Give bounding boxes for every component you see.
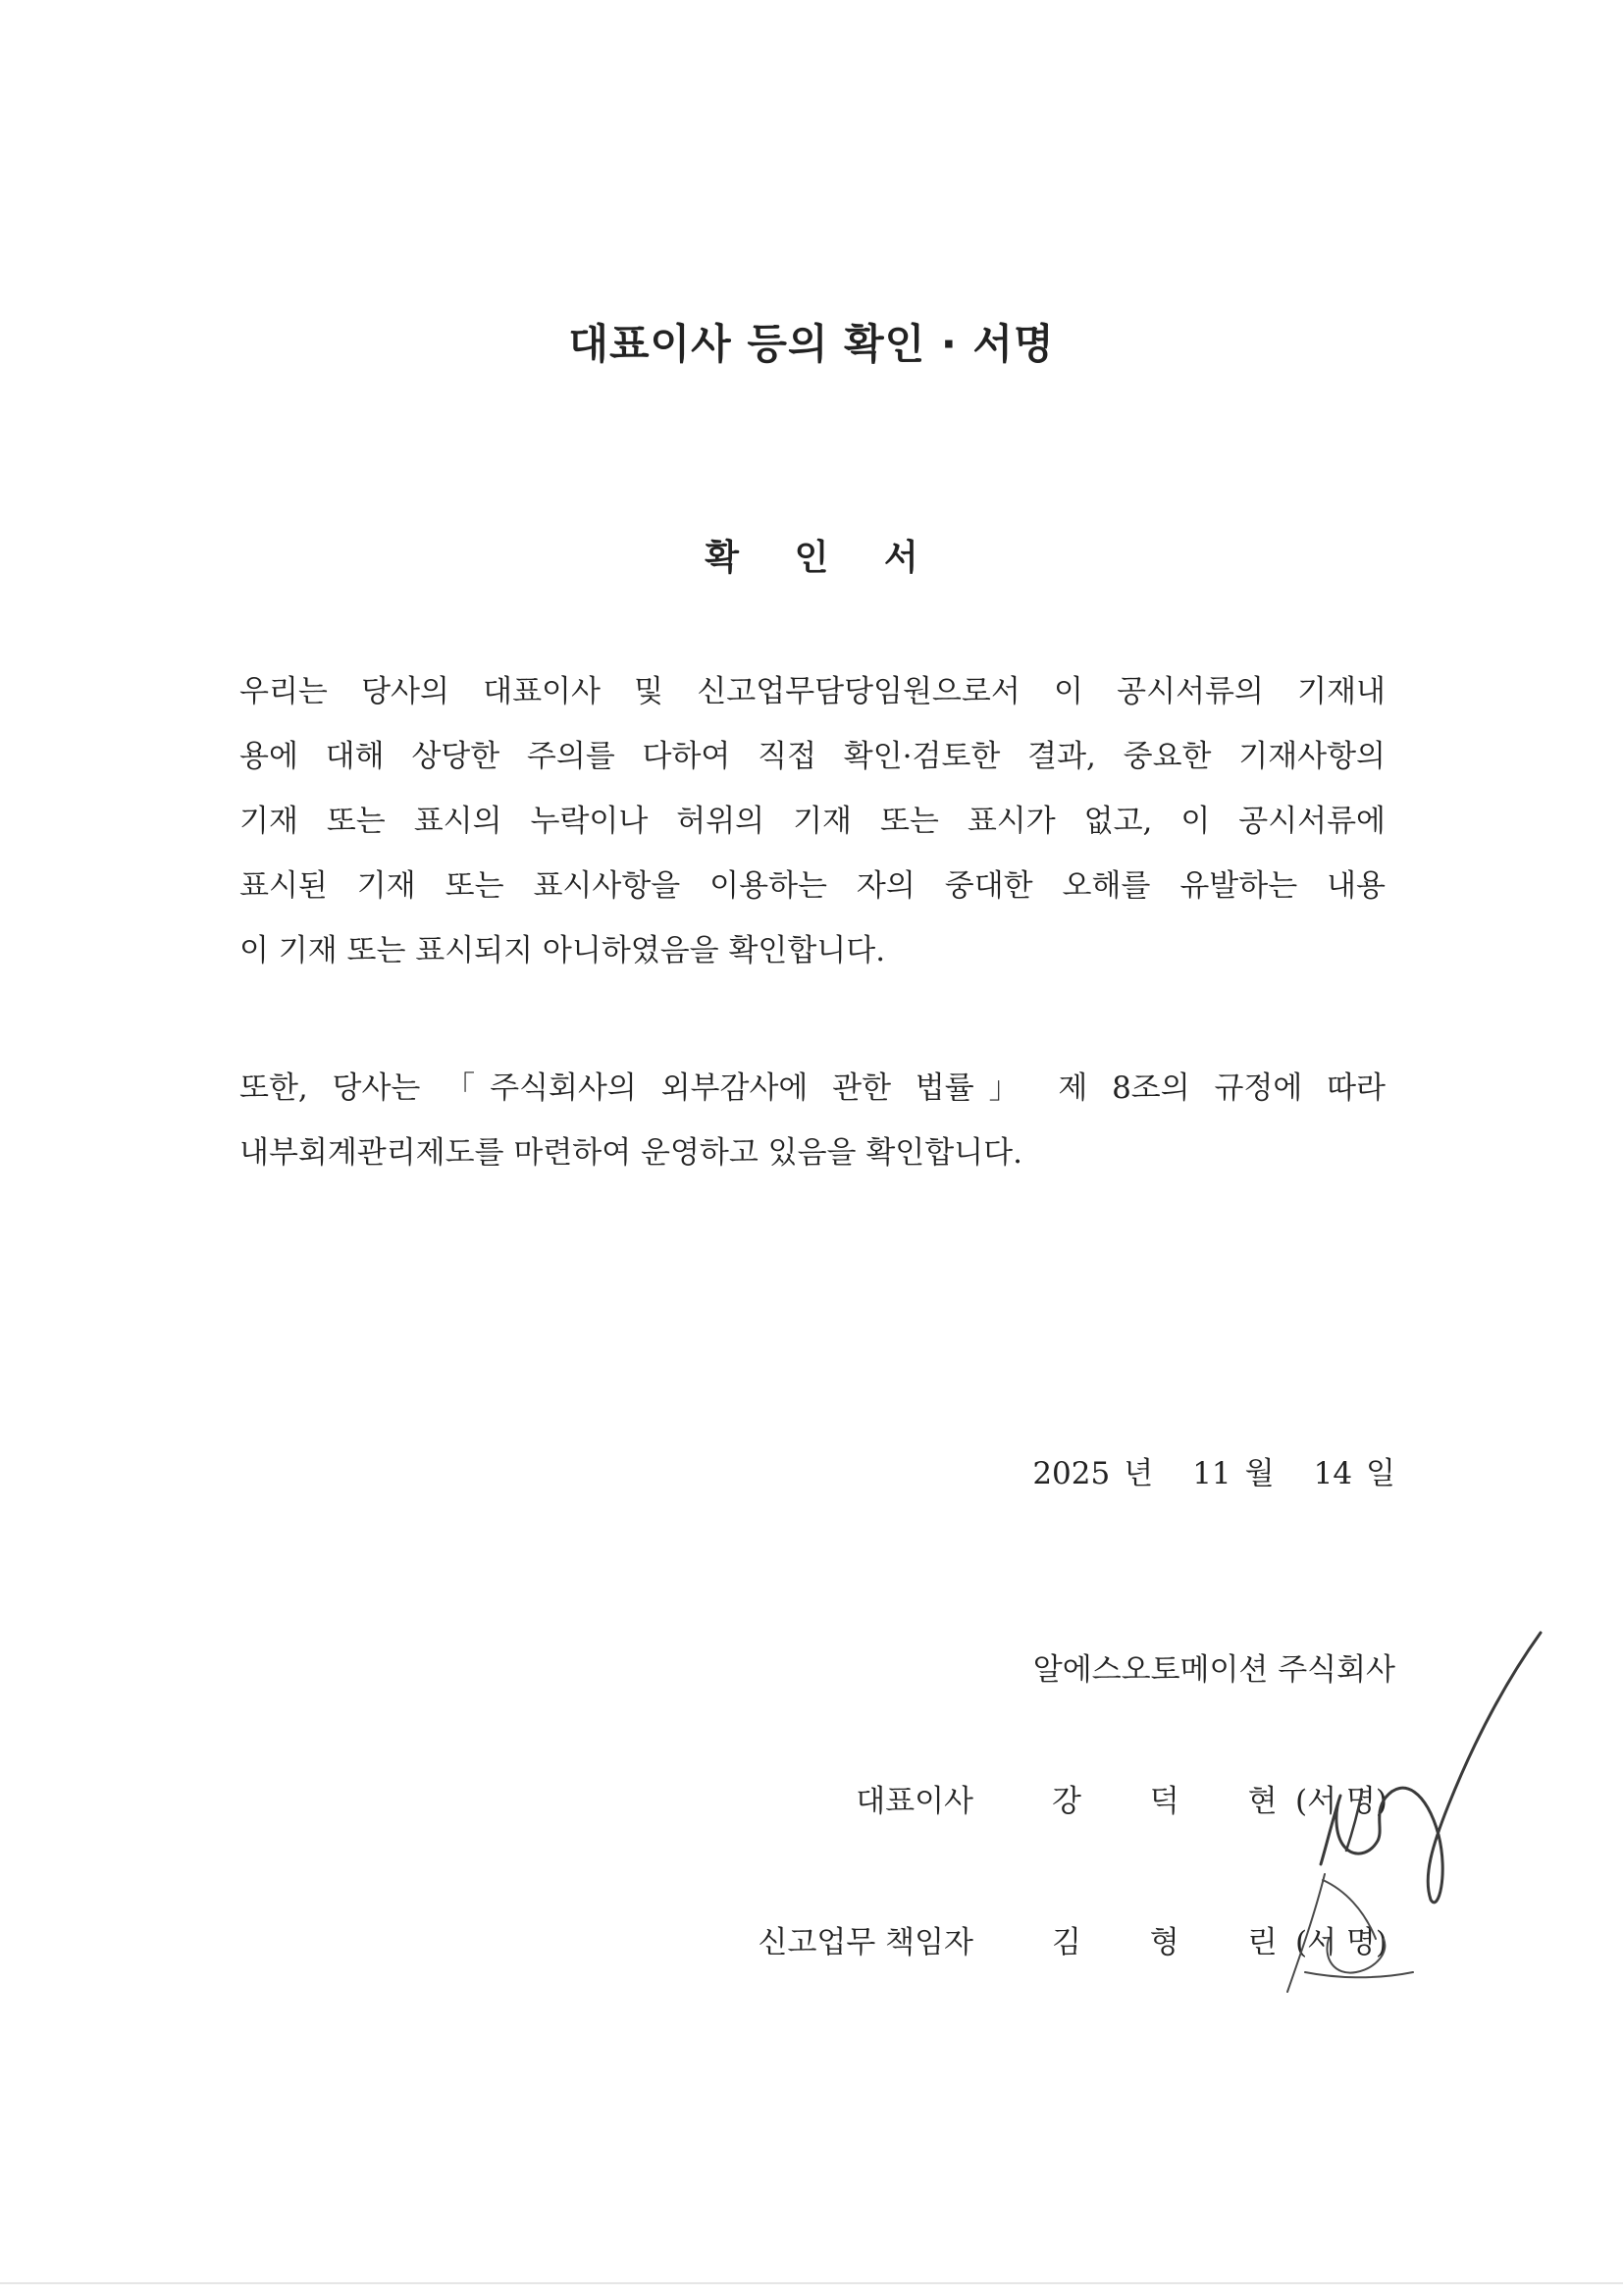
signatory-name: 강 덕 현 [1052,1784,1307,1819]
internal-control-paragraph [239,1056,1386,1185]
paragraph-line: 또한, 당사는 「주식회사의 외부감사에 관한 법률」 제 8조의 규정에 따라 [239,1070,1386,1106]
signature-placeholder: (서 명) [1295,1925,1387,1960]
company-name: 알에스오토메이션 주식회사 [1032,1652,1395,1688]
signatory-role: 신고업무 책임자 [758,1925,973,1960]
signatory-role: 대표이사 [856,1784,973,1819]
paragraph-line: 용에 대해 상당한 주의를 다하여 직접 확인·검토한 결과, 중요한 기재사항의 [239,739,1386,774]
date-day-unit: 일 [1366,1456,1395,1491]
confirmation-paragraph [239,659,1386,983]
paragraph-line: 이 기재 또는 표시되지 아니하였음을 확인합니다. [239,933,886,968]
document-title: 대표이사 등의 확인 · 서명 [568,320,1055,368]
scan-edge-line [0,2282,1623,2284]
paragraph-line: 우리는 당사의 대표이사 및 신고업무담당임원으로서 이 공시서류의 기재내 [239,674,1386,709]
signatory-name: 김 형 린 [1052,1925,1307,1960]
date-day: 14 [1313,1456,1353,1491]
document-date [1032,1448,1395,1492]
date-year-unit: 년 [1124,1456,1154,1491]
signatory-row-ceo [0,1776,1623,1819]
date-year: 2025 [1032,1456,1111,1491]
paragraph-line: 내부회계관리제도를 마련하여 운영하고 있음을 확인합니다. [239,1135,1022,1171]
date-month: 11 [1192,1456,1231,1491]
document-subtitle: 확 인 서 [705,538,940,578]
paragraph-line: 표시된 기재 또는 표시사항을 이용하는 자의 중대한 오해를 유발하는 내용 [239,868,1386,904]
signatory-row-reporting-officer [0,1917,1623,1960]
signature-placeholder: (서 명) [1295,1784,1387,1819]
paragraph-line: 기재 또는 표시의 누락이나 허위의 기재 또는 표시가 없고, 이 공시서류에 [239,804,1386,839]
date-month-unit: 월 [1244,1456,1275,1491]
